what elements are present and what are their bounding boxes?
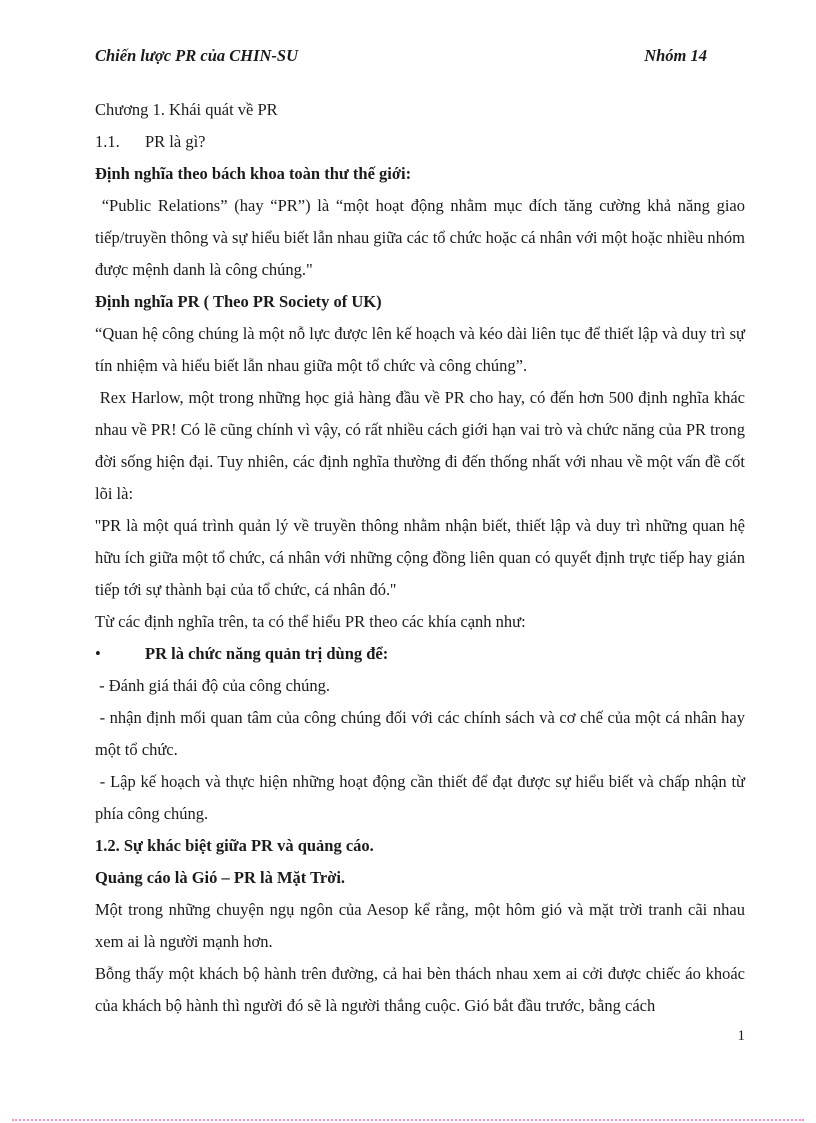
paragraph: [95, 638, 745, 670]
section-number: 1.1.: [95, 132, 120, 151]
paragraph: Định nghĩa PR ( Theo PR Society of UK): [95, 292, 382, 311]
header-group-label: Nhóm 14: [644, 46, 707, 65]
page-break-divider: [12, 1119, 804, 1121]
page-header: [95, 46, 745, 66]
paragraph: [95, 126, 745, 158]
paragraph: - nhận định mối quan tâm của công chúng đối với các chính sách và cơ chế của một cá nhân hay một tổ chức.: [95, 708, 745, 759]
page-footer: [738, 1028, 746, 1045]
paragraph: “Public Relations” (hay “PR”) là “một hoạt động nhằm mục đích tăng cường khả năng giao tiếp/truyền thông và sự hiểu biết lẫn nhau giữa các tổ chức hoặc cá nhân với một hoặc nhiều nhóm được mệnh danh là công chúng.": [95, 196, 745, 279]
page-number: 1: [737, 1028, 745, 1044]
bullet-icon: •: [95, 644, 101, 663]
paragraph: Định nghĩa theo bách khoa toàn thư thế giới:: [95, 164, 412, 183]
paragraph: - Đánh giá thái độ của công chúng.: [95, 676, 331, 695]
section-title-text: PR là gì?: [145, 132, 206, 151]
bullet-item-text: PR là chức năng quản trị dùng để:: [145, 644, 389, 663]
document-body: [95, 94, 745, 1022]
paragraph: “Quan hệ công chúng là một nỗ lực được lên kế hoạch và kéo dài liên tục để thiết lập và duy trì sự tín nhiệm và hiểu biết lẫn nhau giữa một tổ chức và công chúng”.: [95, 324, 745, 375]
paragraph: Bỗng thấy một khách bộ hành trên đường, cả hai bèn thách nhau xem ai cởi được chiếc áo khoác của khách bộ hành thì người đó sẽ là người thắng cuộc. Gió bắt đầu trước, bằng cách: [95, 964, 745, 1015]
paragraph: Từ các định nghĩa trên, ta có thể hiểu PR theo các khía cạnh như:: [95, 612, 526, 631]
paragraph: - Lập kế hoạch và thực hiện những hoạt động cần thiết để đạt được sự hiểu biết và chấp nhận từ phía công chúng.: [95, 772, 745, 823]
paragraph: ''PR là một quá trình quản lý về truyền thông nhằm nhận biết, thiết lập và duy trì những quan hệ hữu ích giữa một tổ chức, cá nhân với những cộng đồng liên quan có quyết định trực tiếp hay gián tiếp tới sự thành bại của tổ chức, cá nhân đó.'': [95, 516, 745, 599]
paragraph: Rex Harlow, một trong những học giả hàng đầu về PR cho hay, có đến hơn 500 định nghĩa khác nhau về PR! Có lẽ cũng chính vì vậy, có rất nhiều cách giới hạn vai trò và chức năng của PR trong đời sống hiện đại. Tuy nhiên, các định nghĩa thường đi đến thống nhất với nhau về một vấn đề cốt lõi là:: [95, 388, 745, 503]
header-document-title: Chiến lược PR của CHIN-SU: [95, 46, 299, 65]
paragraph: 1.2. Sự khác biệt giữa PR và quảng cáo.: [95, 836, 374, 855]
paragraph: Chương 1. Khái quát về PR: [95, 100, 278, 119]
paragraph: Một trong những chuyện ngụ ngôn của Aesop kể rằng, một hôm gió và mặt trời tranh cãi nhau xem ai là người mạnh hơn.: [95, 900, 745, 951]
paragraph: Quảng cáo là Gió – PR là Mặt Trời.: [95, 868, 346, 887]
